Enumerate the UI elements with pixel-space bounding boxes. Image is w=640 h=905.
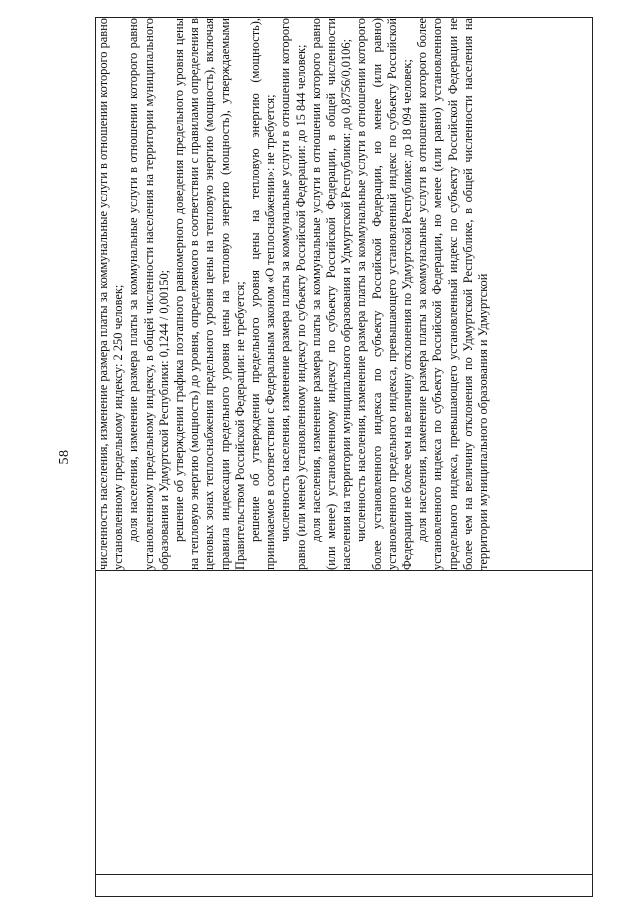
paragraph: решение об утверждении графика поэтапного равномерного доведения предельного уровня цены на тепловую энергию (мощность) до уровня, определяемого в соответствии с правилами определения в ценовых зонах теплоснабжения предельного уровня цены на тепловую энергию (мощность), включая правила индексации предельного уровня цены на тепловую энергию (мощность), утверждаемыми Правительством Российской Федерации: не требуется; [172,18,247,570]
paragraph: численность населения, изменение размера платы за коммунальные услуги в отношении которого равно установленному предельному индексу: 2 250 человек; [96,18,126,570]
document-table [95,17,593,897]
rotated-page [45,17,595,897]
paragraph: решение об утверждении предельного уровня цены на тепловую энергию (мощность), принимаемое в соответствии с Федеральным законом «О теплоснабжении»: не требуется; [248,18,278,570]
indicator-text-cell [96,18,593,571]
number-cell [96,875,593,897]
indicator-name-cell [96,571,593,875]
paragraph: доля населения, изменение размера платы за коммунальные услуги в отношении которого равно установленному предельному индексу, в общей численности населения на территории муниципального образования и Удмуртской Республики: 0,1244 / 0,00150; [126,18,171,570]
table-row [96,18,593,897]
page-number: 58 [57,449,72,465]
paragraph: доля населения, изменение размера платы за коммунальные услуги в отношении которого равно (или менее) установленному индексу по субъекту Российской Федерации, в общей численности населения на территории муниципального образования и Удмуртской Республики: до 0,8756/0,0106; [308,18,354,570]
paragraph: численность населения, изменение размера платы за коммунальные услуги в отношении которого равно (или менее) установленному индексу по субъекту Российской Федерации: до 15 844 человек; [278,18,308,570]
paragraph: численность населения, изменение размера платы за коммунальные услуги в отношении которого более установленного индекса по субъекту Российской Федерации, но менее (или равно) установленного предельного индекса, превышающего установленный индекс по субъекту Российской Федерации не более чем на величину отклонения по Удмуртской Республике: до 18 094 человек; [354,18,415,570]
paragraph: доля населения, изменение размера платы за коммунальные услуги в отношении которого более установленного индекса по субъекту Российской Федерации, но менее (или равно) установленного предельного индекса, превышающего установленный индекс по субъекту Российской Федерации не более чем на величину отклонения по Удмуртской Республике, в общей численности населения на территории муниципального образования и Удмуртской [415,18,491,570]
